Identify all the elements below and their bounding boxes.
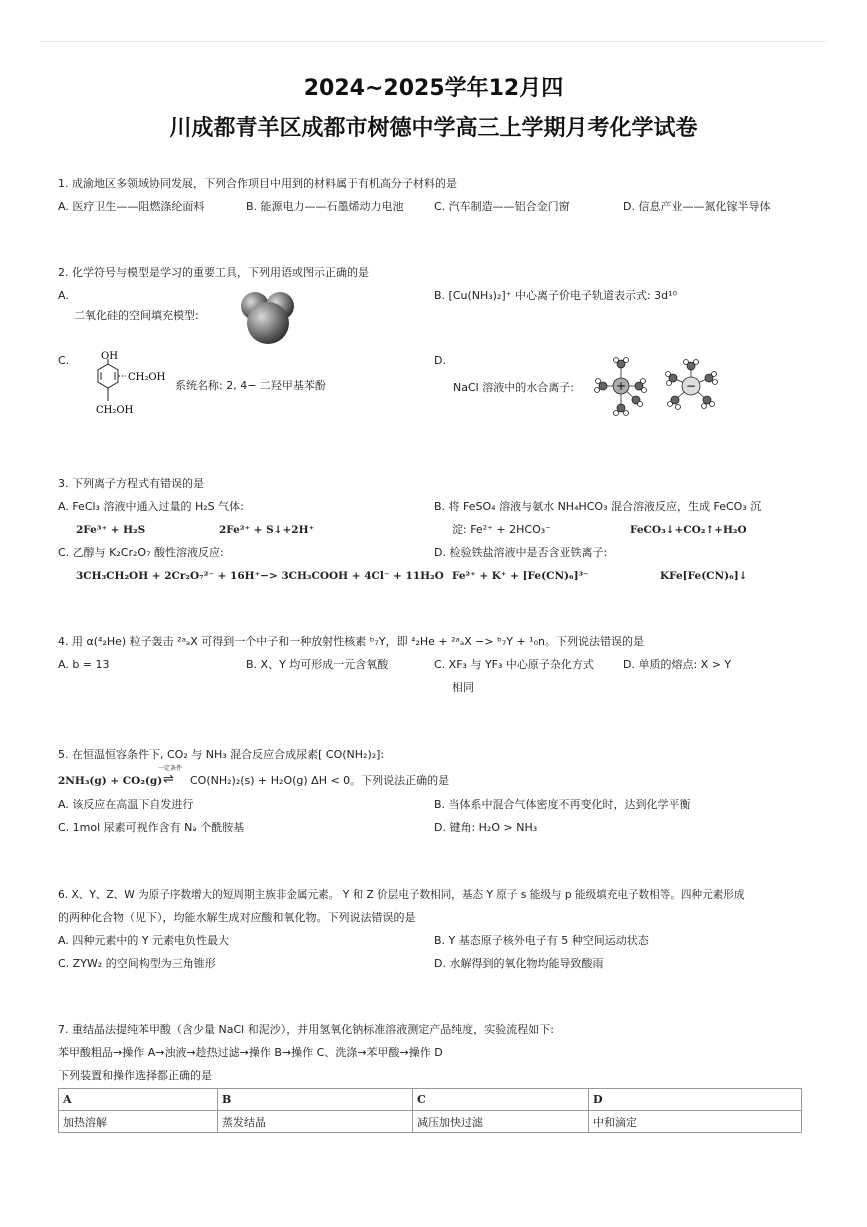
q2-option-b-text: B. [Cu(NH₃)₂]⁺ 中心离子价电子轨道表示式: 3d¹⁰ xyxy=(434,289,677,302)
q2-option-d-letter: D. xyxy=(434,354,446,367)
q3-option-d-line1: D. 检验铁盐溶液中是否含亚铁离子: xyxy=(434,546,608,559)
q7-subquestion: 下列装置和操作选择都正确的是 xyxy=(58,1069,212,1082)
table-row xyxy=(59,1111,802,1133)
q1-option-b: B. 能源电力——石墨烯动力电池 xyxy=(246,200,404,213)
q5-option-d: D. 键角: H₂O > NH₃ xyxy=(434,821,538,834)
table-cell-b: 蒸发结晶 xyxy=(218,1111,413,1133)
q3-option-b-line1: B. 将 FeSO₄ 溶液与氨水 NH₄HCO₃ 混合溶液反应，生成 FeCO₃ 沉 xyxy=(434,500,762,513)
hydrated-ions-image xyxy=(583,352,733,424)
q6-option-c: C. ZYW₂ 的空间构型为三角锥形 xyxy=(58,957,216,970)
q1-stem: 1. 成渝地区多领域协同发展，下列合作项目中用到的材料属于有机高分子材料的是 xyxy=(58,177,457,190)
table-cell-d: 中和滴定 xyxy=(589,1111,802,1133)
q7-stem: 7. 重结晶法提纯苯甲酸（含少量 NaCl 和泥沙），并用氢氧化钠标准溶液测定产品纯度，实验流程如下: xyxy=(58,1023,554,1036)
q5-option-b: B. 当体系中混合气体密度不再变化时，达到化学平衡 xyxy=(434,798,691,811)
mol-oh-label: OH xyxy=(101,351,118,362)
cation-sign: + xyxy=(615,379,627,393)
q5-equation-condition: 一定条件 xyxy=(158,765,183,772)
sio2-space-filling-model-image xyxy=(238,288,298,346)
q2-option-c-letter: C. xyxy=(58,354,70,367)
q6-option-d: D. 水解得到的氧化物均能导致酸雨 xyxy=(434,957,604,970)
page-title-line2: 川成都青羊区成都市树德中学高三上学期月考化学试卷 xyxy=(169,116,698,141)
q2-option-c-text: 系统名称: 2, 4− 二羟甲基苯酚 xyxy=(175,379,326,392)
q4-option-b: B. X、Y 均可形成一元含氧酸 xyxy=(246,658,389,671)
q5-equation-left: 2NH₃(g) + CO₂(g) xyxy=(58,775,163,787)
table-cell-c: 减压加快过滤 xyxy=(413,1111,589,1133)
q7-options-table xyxy=(58,1088,802,1133)
q5-option-c: C. 1mol 尿素可视作含有 Nₐ 个酰胺基 xyxy=(58,821,245,834)
q4-option-a: A. b = 13 xyxy=(58,658,110,671)
q3-option-c-line1: C. 乙醇与 K₂Cr₂O₇ 酸性溶液反应: xyxy=(58,546,224,559)
q3-option-b-reactants: 淀: Fe²⁺ + 2HCO₃⁻ xyxy=(452,523,551,536)
page-title-line1: 2024~2025学年12月四 xyxy=(303,76,564,101)
q4-stem: 4. 用 α(⁴₂He) 粒子轰击 ²ᵃₐX 可得到一个中子和一种放射性核素 ᵇ₇Y，即 ⁴₂He + ²ᵃₐX −> ᵇ₇Y + ¹₀n。下列说法错误的是 xyxy=(58,635,644,648)
q5-option-a: A. 该反应在高温下自发进行 xyxy=(58,798,194,811)
table-header-c: C xyxy=(413,1089,589,1111)
q2-option-a-letter: A. xyxy=(58,289,69,302)
table-header-a: A xyxy=(59,1089,218,1111)
table-header-row xyxy=(59,1089,802,1111)
q6-option-b: B. Y 基态原子核外电子有 5 种空间运动状态 xyxy=(434,934,649,947)
q3-stem: 3. 下列离子方程式有错误的是 xyxy=(58,477,204,490)
q2-option-a-text: 二氧化硅的空间填充模型: xyxy=(74,309,199,322)
q3-option-a-line1: A. FeCl₃ 溶液中通入过量的 H₂S 气体: xyxy=(58,500,244,513)
q3-option-b-products: FeCO₃↓+CO₂↑+H₂O xyxy=(630,524,747,536)
q2-stem: 2. 化学符号与模型是学习的重要工具，下列用语或图示正确的是 xyxy=(58,266,369,279)
table-header-d: D xyxy=(589,1089,802,1111)
q1-option-d: D. 信息产业——氮化镓半导体 xyxy=(623,200,771,213)
q1-option-c: C. 汽车制造——铝合金门窗 xyxy=(434,200,570,213)
q2-option-d-text: NaCl 溶液中的水合离子: xyxy=(453,381,574,394)
q3-option-a-reactants: 2Fe³⁺ + H₂S xyxy=(76,524,146,536)
dihydroxymethyl-phenol-structure-image xyxy=(86,350,172,418)
top-rule xyxy=(40,41,827,42)
q5-stem: 5. 在恒温恒容条件下, CO₂ 与 NH₃ 混合反应合成尿素[ CO(NH₂)₂]: xyxy=(58,748,385,761)
q6-stem-line2: 的两种化合物（见下），均能水解生成对应酸和氧化物。下列说法错误的是 xyxy=(58,911,416,924)
q3-option-a-products: 2Fe²⁺ + S↓+2H⁺ xyxy=(219,524,315,536)
q3-option-d-reactants: Fe²⁺ + K⁺ + [Fe(CN)₆]³⁻ xyxy=(452,570,589,582)
q3-option-c-equation: 3CH₃CH₂OH + 2Cr₂O₇²⁻ + 16H⁺−> 3CH₃COOH + 4Cl⁻ + 11H₂O xyxy=(76,570,444,582)
table-header-b: B xyxy=(218,1089,413,1111)
q3-option-d-products: KFe[Fe(CN)₆]↓ xyxy=(660,570,748,582)
q4-option-c-line2: 相同 xyxy=(452,681,474,694)
q7-flow: 苯甲酸粗品→操作 A→浊液→趁热过滤→操作 B→操作 C、洗涤→苯甲酸→操作 D xyxy=(58,1046,443,1059)
q6-stem-line1: 6. X、Y、Z、W 为原子序数增大的短周期主族非金属元素。 Y 和 Z 价层电子数相同，基态 Y 原子 s 能级与 p 能级填充电子数相等。四种元素形成 xyxy=(58,889,745,901)
q5-equation-arrow: ⇌ xyxy=(163,772,174,787)
q4-option-c-line1: C. XF₃ 与 YF₃ 中心原子杂化方式 xyxy=(434,658,594,671)
table-cell-a: 加热溶解 xyxy=(59,1111,218,1133)
anion-sign: − xyxy=(685,379,697,393)
mol-sub1-label: CH₂OH xyxy=(128,372,166,383)
mol-sub2-label: CH₂OH xyxy=(96,405,134,416)
q5-equation-right: CO(NH₂)₂(s) + H₂O(g) ΔH < 0。下列说法正确的是 xyxy=(190,774,450,787)
q1-option-a: A. 医疗卫生——阻燃涤纶面料 xyxy=(58,200,205,213)
q6-option-a: A. 四种元素中的 Y 元素电负性最大 xyxy=(58,934,230,947)
q4-option-d: D. 单质的熔点: X > Y xyxy=(623,658,732,671)
